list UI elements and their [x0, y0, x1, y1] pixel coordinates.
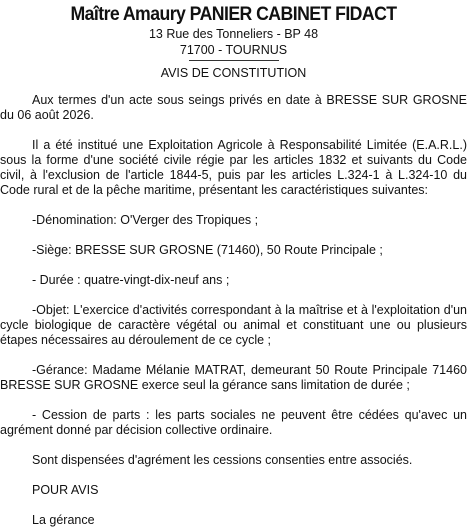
objet-item: -Objet: L'exercice d'activités correspondant à la maîtrise et à l'exploitation d'un cycle biologique de caractère végétal ou animal et constituant une ou plusieurs étapes nécessaires au déroulement de ce cycle ; — [0, 303, 467, 347]
closing-line: POUR AVIS — [32, 483, 99, 497]
institution-paragraph: Il a été institué une Exploitation Agricole à Responsabilité Limitée (E.A.R.L.) sous la forme d'une société civile régie par les articles 1832 et suivants du Code civil, à l'exclusion de l'article 1844-5, puis par les articles L.324-1 à L.324-10 du Code rural et de la pêche maritime, présentant les caractéristiques suivantes: — [0, 138, 467, 197]
notice-header — [0, 4, 467, 81]
firm-title: Maître Amaury PANIER CABINET FIDACT — [70, 4, 397, 25]
signature-line: La gérance — [32, 513, 95, 527]
address-line-street: 13 Rue des Tonneliers - BP 48 — [148, 27, 319, 41]
cession-item: - Cession de parts : les parts sociales ne peuvent être cédées qu'avec un agrément donné par décision collective ordinaire. — [0, 408, 467, 437]
denomination-item: -Dénomination: O'Verger des Tropiques ; — [32, 213, 259, 227]
duree-item: - Durée : quatre-vingt-dix-neuf ans ; — [32, 273, 230, 287]
address-line-city: 71700 - TOURNUS — [179, 43, 288, 57]
siege-item: -Siège: BRESSE SUR GROSNE (71460), 50 Route Principale ; — [32, 243, 383, 257]
notice-heading: AVIS DE CONSTITUTION — [160, 66, 307, 80]
dispense-paragraph: Sont dispensées d'agrément les cessions consenties entre associés. — [32, 453, 413, 467]
header-divider — [189, 60, 279, 61]
intro-paragraph: Aux termes d'un acte sous seings privés en date à BRESSE SUR GROSNE du 06 août 2026. — [0, 93, 467, 122]
gerance-item: -Gérance: Madame Mélanie MATRAT, demeurant 50 Route Principale 71460 BRESSE SUR GROSNE exerce seul la gérance sans limitation de durée ; — [0, 363, 467, 392]
